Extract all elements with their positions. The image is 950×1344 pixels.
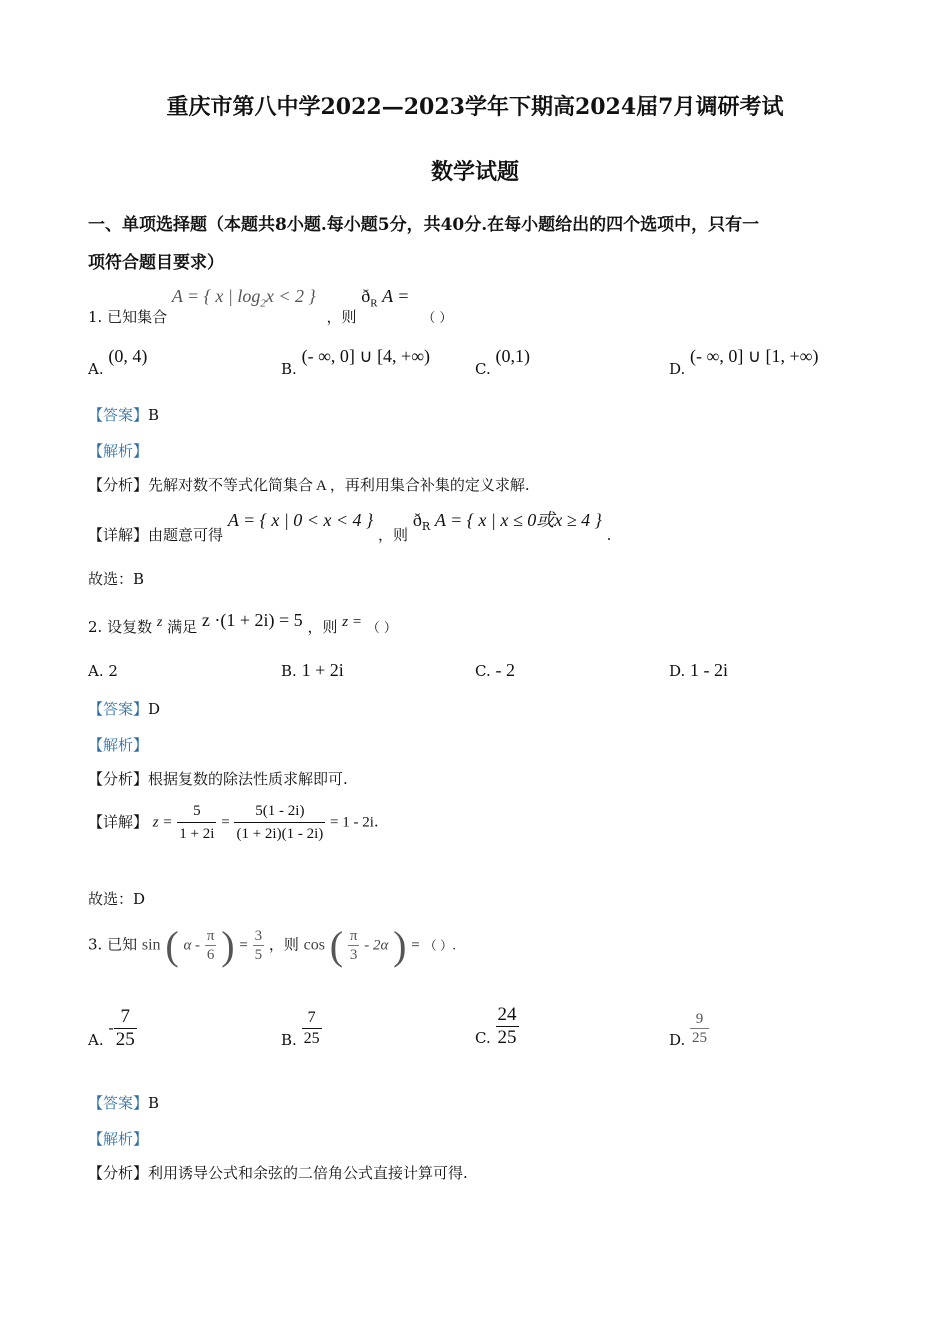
q2-final-value: D xyxy=(133,890,146,908)
q2-mid1: 满足 xyxy=(167,618,198,636)
q2-detail-label: 【详解】 xyxy=(88,812,149,831)
q1-complement xyxy=(361,286,410,310)
q2-answer-label: 【答案】 xyxy=(88,700,149,718)
q1-option-c-text: (0,1) xyxy=(495,346,530,366)
q1-detail-label: 【详解】 xyxy=(88,526,149,544)
q3-option-a-den: 25 xyxy=(115,1029,135,1050)
q2-fenxi-text: 根据复数的除法性质求解即可. xyxy=(148,770,348,788)
q3-five: 5 xyxy=(254,947,263,963)
q3-option-d-num: 9 xyxy=(690,1010,709,1029)
question-3-prefix: 3. 已知 xyxy=(88,935,138,954)
q3-answer xyxy=(88,1092,159,1113)
q1-option-a-letter: A. xyxy=(88,360,104,378)
q2-fenxi xyxy=(88,768,348,789)
q3-option-d-den: 25 xyxy=(692,1030,708,1046)
q1-final-value: B xyxy=(133,570,145,588)
q1-compl-tail: A = xyxy=(382,286,410,306)
q3-pi-three xyxy=(348,927,360,964)
q1-log-base: 2 xyxy=(260,297,266,310)
q1-set-expression xyxy=(171,286,316,310)
q3-six: 6 xyxy=(206,947,215,963)
q2-detail-frac1 xyxy=(177,800,216,845)
section-heading-line2: 项符合题目要求） xyxy=(88,253,224,273)
q1-fenxi-text: 先解对数不等式化简集合 xyxy=(148,476,314,494)
q2-frac2-den: (1 + 2i)(1 - 2i) xyxy=(236,826,324,842)
q2-detail-frac2 xyxy=(234,800,325,845)
q2-option-d-text: 1 - 2i xyxy=(690,660,729,680)
q2-answer-value: D xyxy=(148,700,161,718)
q3-option-a-letter: A. xyxy=(88,1030,104,1049)
q3-three: 3 xyxy=(254,928,263,944)
section-heading-line1: 一、单项选择题（本题共8小题.每小题5分，共40分.在每小题给出的四个选项中，只有一 xyxy=(88,215,760,235)
question-3-stem xyxy=(88,922,456,969)
q1-detail-compl-sub: R xyxy=(421,520,431,533)
q1-detail xyxy=(88,506,612,544)
q3-fenxi xyxy=(88,1162,468,1183)
q2-frac1-den: 1 + 2i xyxy=(179,826,215,842)
q1-answer xyxy=(88,404,159,425)
q3-option-a-num: 7 xyxy=(114,1006,137,1029)
q1-analysis-label: 【解析】 xyxy=(88,442,149,460)
q2-option-d xyxy=(669,660,728,681)
q3-option-b-den: 25 xyxy=(303,1030,320,1047)
q2-option-c-letter: C. xyxy=(475,662,491,680)
q2-z: z xyxy=(156,615,163,630)
q1-fenxi-label: 【分析】 xyxy=(88,476,149,494)
exam-title: 重庆市第八中学2022—2023学年下期高2024届7月调研考试 xyxy=(166,94,784,120)
q3-eq: = xyxy=(239,937,248,954)
q3-option-a-sign: - xyxy=(108,1019,114,1037)
q2-detail-result: = 1 - 2i xyxy=(330,814,374,831)
q3-paren-close: ) xyxy=(221,923,235,968)
q3-option-c xyxy=(475,1004,519,1049)
q3-answer-label: 【答案】 xyxy=(88,1094,149,1112)
q2-final-label: 故选： xyxy=(88,890,134,908)
q1-option-d-letter: D. xyxy=(669,360,686,378)
q1-compl-symbol: ð xyxy=(361,286,371,306)
q1-option-d-text: (- ∞, 0] ∪ [1, +∞) xyxy=(690,346,819,366)
q3-paren-open: ( xyxy=(165,923,179,968)
question-2-prefix: 2. 设复数 xyxy=(88,618,153,636)
q1-option-c-letter: C. xyxy=(475,360,491,378)
q2-equation: z ·(1 + 2i) = 5 xyxy=(201,610,303,630)
q3-answer-value: B xyxy=(148,1094,160,1112)
q3-option-b-letter: B. xyxy=(281,1030,297,1049)
q1-detail-pre: 由题意可得 xyxy=(148,526,224,544)
q2-frac1-num: 5 xyxy=(177,800,216,823)
q2-analysis-label: 【解析】 xyxy=(88,736,149,754)
q2-blank: （ ） xyxy=(366,621,397,636)
q3-option-b-num: 7 xyxy=(302,1008,322,1029)
q1-fenxi-tail: ，再利用集合补集的定义求解. xyxy=(329,476,530,494)
q2-option-c-text: - 2 xyxy=(495,660,515,680)
exam-subtitle: 数学试题 xyxy=(430,159,519,185)
q1-set-expr-head: A = { x | log xyxy=(171,286,261,306)
q3-sin: sin xyxy=(141,936,161,954)
q1-compl-sub: R xyxy=(370,297,378,310)
q1-final xyxy=(88,568,144,589)
q2-option-a-letter: A. xyxy=(88,662,104,680)
q1-fenxi-a: A xyxy=(316,478,327,494)
q3-option-d-frac xyxy=(690,1010,709,1047)
q2-option-c xyxy=(475,660,515,681)
q3-pi: π xyxy=(206,928,215,944)
q2-option-d-letter: D. xyxy=(669,662,686,680)
q1-option-b-text: (- ∞, 0] ∪ [4, +∞) xyxy=(301,346,431,366)
q3-paren2-close: ) xyxy=(393,923,407,968)
question-1-stem xyxy=(88,286,453,326)
q1-blank: （ ） xyxy=(422,311,453,326)
q2-z-equals: z = xyxy=(342,614,362,630)
q3-option-c-frac xyxy=(496,1004,519,1049)
q3-pi-six xyxy=(205,927,217,964)
q3-fenxi-label: 【分析】 xyxy=(88,1164,149,1182)
q1-final-label: 故选： xyxy=(88,570,134,588)
q2-final xyxy=(88,888,145,909)
q3-option-a xyxy=(88,1006,137,1051)
q2-detail xyxy=(88,800,379,845)
q3-cos: cos xyxy=(303,936,325,954)
q3-option-b-frac xyxy=(302,1008,322,1049)
q3-three2: 3 xyxy=(349,947,358,963)
q3-eq2: = xyxy=(411,937,420,954)
q2-detail-z: z = xyxy=(152,814,173,831)
q1-detail-compl-symbol: ð xyxy=(412,510,422,530)
q1-detail-end: . xyxy=(606,526,612,544)
q3-option-c-letter: C. xyxy=(475,1028,491,1047)
q3-option-c-num: 24 xyxy=(497,1004,517,1025)
q3-option-d-letter: D. xyxy=(669,1030,686,1049)
q3-option-c-den: 25 xyxy=(497,1027,517,1048)
q2-option-b-letter: B. xyxy=(281,662,297,680)
q1-detail-mid: ，则 xyxy=(378,526,409,544)
q3-alpha-expr: α - xyxy=(183,937,201,954)
q1-option-c xyxy=(475,346,530,378)
q3-minus-2a: - 2α xyxy=(364,937,389,954)
q3-blank: （ ）. xyxy=(424,938,457,953)
q2-detail-eq: = xyxy=(221,814,230,831)
q1-answer-value: B xyxy=(148,406,160,424)
q1-set-expr-tail: x < 2 } xyxy=(265,286,316,306)
q3-three-five xyxy=(253,927,265,964)
q1-mid: ，则 xyxy=(326,308,357,326)
q1-option-b-letter: B. xyxy=(281,360,297,378)
q1-detail-set: A = { x | 0 < x < 4 } xyxy=(227,510,374,530)
q2-option-b-text: 1 + 2i xyxy=(301,660,344,680)
q2-answer xyxy=(88,698,160,719)
q2-option-b xyxy=(281,660,344,681)
question-2-stem xyxy=(88,610,397,636)
question-1-prefix: 1. 已知集合 xyxy=(88,308,168,326)
q3-option-b xyxy=(281,1008,322,1049)
q1-answer-label: 【答案】 xyxy=(88,406,149,424)
q1-option-a xyxy=(88,346,148,378)
q1-option-a-text: (0, 4) xyxy=(108,346,148,366)
q2-frac2-num: 5(1 - 2i) xyxy=(234,800,325,823)
q3-analysis-label: 【解析】 xyxy=(88,1130,149,1148)
q3-option-a-frac xyxy=(114,1006,137,1051)
q2-mid2: ，则 xyxy=(307,618,338,636)
q3-mid: ，则 xyxy=(268,935,299,954)
q3-fenxi-text: 利用诱导公式和余弦的二倍角公式直接计算可得. xyxy=(148,1164,468,1182)
q2-option-a-text: 2 xyxy=(108,662,118,680)
q1-option-b xyxy=(281,346,431,378)
q1-fenxi xyxy=(88,474,530,495)
q2-option-a xyxy=(88,662,118,680)
q2-detail-end: . xyxy=(373,812,379,831)
q3-pi2: π xyxy=(349,928,358,944)
q1-detail-compl: A = { x | x ≤ 0或x ≥ 4 } xyxy=(434,510,602,530)
q3-paren2-open: ( xyxy=(329,923,344,968)
q1-option-d xyxy=(669,346,819,378)
q3-option-d xyxy=(669,1010,709,1047)
q2-fenxi-label: 【分析】 xyxy=(88,770,149,788)
